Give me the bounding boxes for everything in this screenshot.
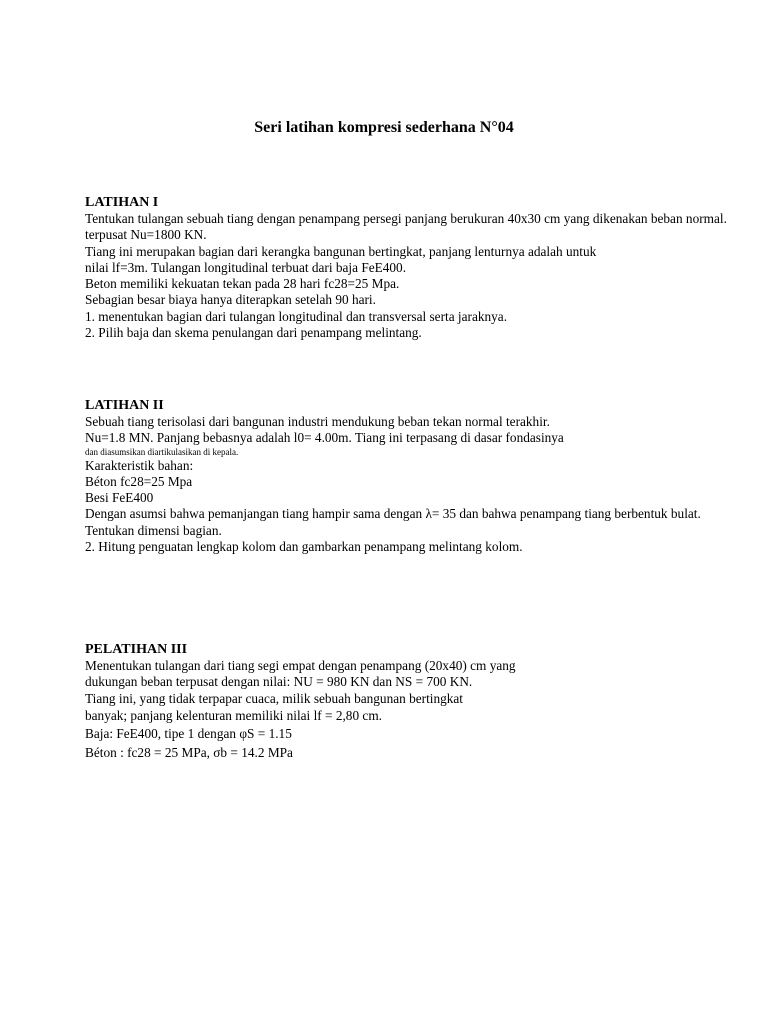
exercise-1-line-3: Tiang ini merupakan bagian dari kerangka bangunan bertingkat, panjang lenturnya adalah untuk	[85, 243, 597, 259]
exercise-3-line-3: Tiang ini, yang tidak terpapar cuaca, milik sebuah bangunan bertingkat	[85, 690, 463, 706]
exercise-1-line-8: 2. Pilih baja dan skema penulangan dari penampang melintang.	[85, 325, 422, 341]
exercise-3-line-6: Béton : fc28 = 25 MPa, σb = 14.2 MPa	[85, 744, 293, 760]
exercise-3-line-1: Menentukan tulangan dari tiang segi empat dengan penampang (20x40) cm yang	[85, 658, 516, 673]
exercise-1-line-5: Beton memiliki kekuatan tekan pada 28 hari fc28=25 Mpa.	[85, 276, 400, 292]
exercise-2-line-4: Karakteristik bahan:	[85, 457, 194, 473]
exercise-2-line-3: dan diasumsikan diartikulasikan di kepala.	[85, 446, 239, 457]
exercise-2-line-6: Besi FeE400	[85, 490, 154, 506]
exercise-2-line-2: Nu=1.8 MN. Panjang bebasnya adalah l0= 4.00m. Tiang ini terpasang di dasar fondasinya	[85, 430, 564, 446]
exercise-1-line-4: nilai lf=3m. Tulangan longitudinal terbuat dari baja FeE400.	[85, 259, 407, 275]
exercise-2-heading: LATIHAN II	[85, 398, 164, 413]
exercise-1-line-7: 1. menentukan bagian dari tulangan longitudinal dan transversal serta jaraknya.	[85, 308, 508, 324]
exercise-2-section	[85, 398, 765, 555]
exercise-2-line-5: Béton fc28=25 Mpa	[85, 473, 193, 489]
exercise-3-line-5: Baja: FeE400, tipe 1 dengan φS = 1.15	[85, 726, 292, 742]
exercise-3-section	[85, 642, 765, 762]
exercise-1-heading: LATIHAN I	[85, 195, 159, 210]
exercise-3-line-4: banyak; panjang kelenturan memiliki nilai lf = 2,80 cm.	[85, 707, 382, 723]
exercise-1-line-1: Tentukan tulangan sebuah tiang dengan penampang persegi panjang berukuran 40x30 cm yang dikenakan beban normal.	[85, 211, 727, 226]
exercise-3-line-2: dukungan beban terpusat dengan nilai: NU = 980 KN dan NS = 700 KN.	[85, 674, 473, 690]
exercise-1-line-6: Sebagian besar biaya hanya diterapkan setelah 90 hari.	[85, 292, 376, 308]
exercise-2-line-9: 2. Hitung penguatan lengkap kolom dan gambarkan penampang melintang kolom.	[85, 539, 523, 555]
exercise-3-heading: PELATIHAN III	[85, 642, 188, 657]
exercise-1-line-2: terpusat Nu=1800 KN.	[85, 227, 207, 243]
exercise-2-line-1: Sebuah tiang terisolasi dari bangunan industri mendukung beban tekan normal terakhir.	[85, 414, 550, 429]
exercise-2-line-8: Tentukan dimensi bagian.	[85, 522, 222, 538]
document-title: Seri latihan kompresi sederhana N°04	[254, 119, 514, 136]
exercise-1-section	[85, 195, 765, 341]
exercise-2-line-7: Dengan asumsi bahwa pemanjangan tiang hampir sama dengan λ= 35 dan bahwa penampang tiang berbentuk bulat.	[85, 506, 701, 522]
